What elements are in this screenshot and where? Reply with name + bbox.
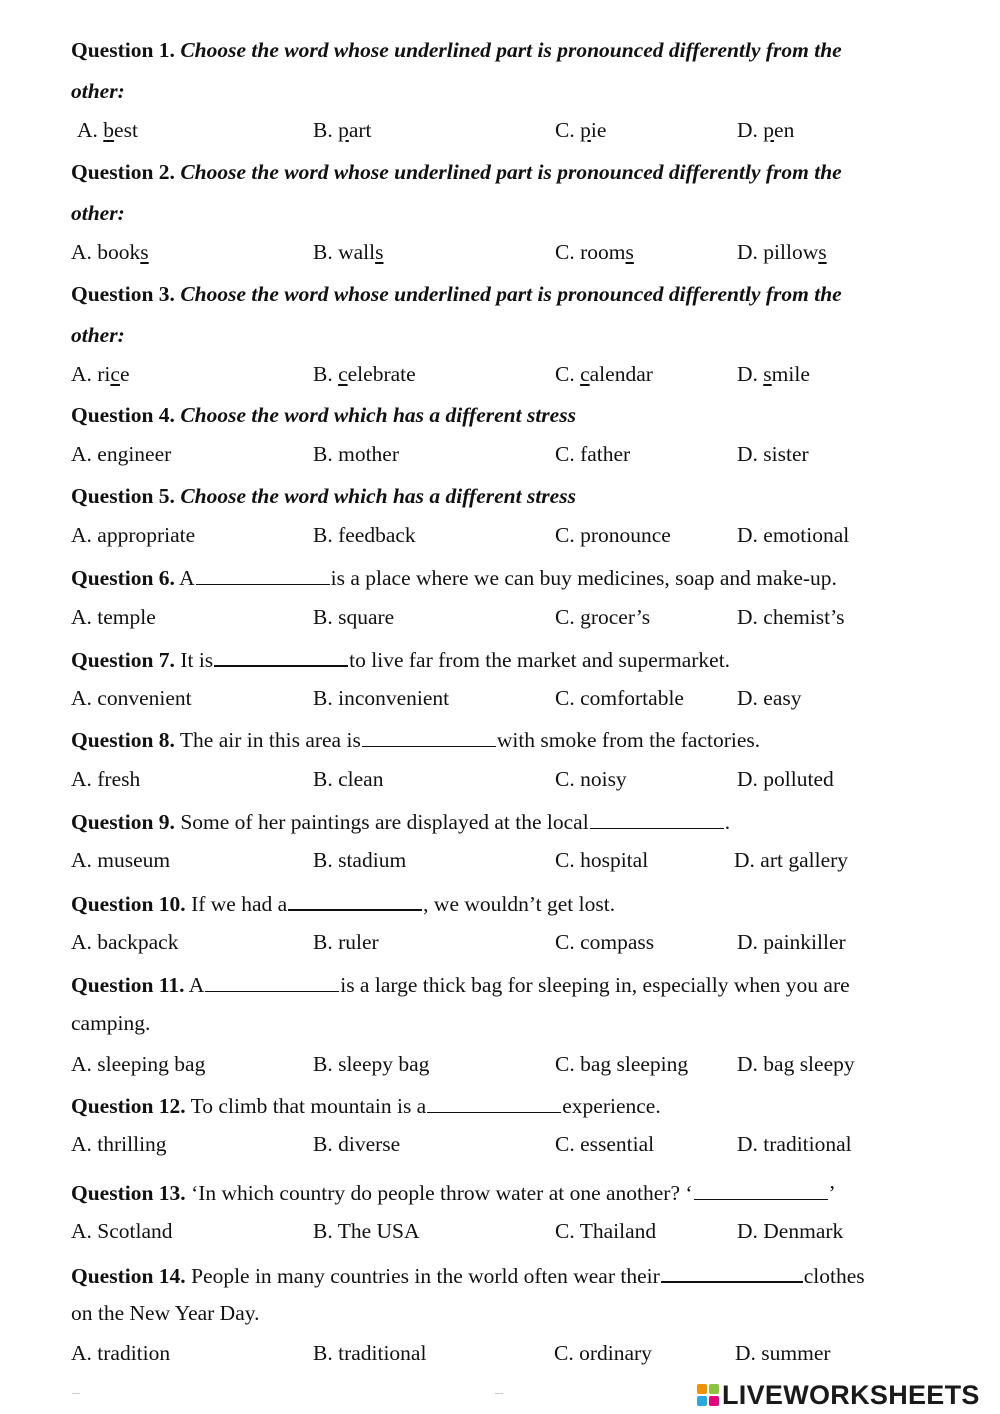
question-number: Question 11. bbox=[71, 973, 185, 997]
option-b[interactable]: B. feedback bbox=[313, 523, 416, 547]
footer-mark bbox=[72, 1393, 80, 1394]
question-number: Question 8. bbox=[71, 728, 175, 752]
option-b[interactable]: B. walls bbox=[313, 240, 384, 264]
answer-blank[interactable] bbox=[205, 973, 339, 992]
question-number: Question 5. bbox=[71, 484, 175, 508]
option-b[interactable]: B. sleepy bag bbox=[313, 1052, 430, 1076]
question-instruction: Choose the word which has a different stress bbox=[180, 403, 576, 427]
question-number: Question 14. bbox=[71, 1264, 186, 1288]
answer-blank[interactable] bbox=[196, 566, 330, 585]
option-c[interactable]: C. grocer’s bbox=[555, 605, 651, 629]
option-c[interactable]: C. Thailand bbox=[555, 1219, 657, 1243]
option-d[interactable]: D. summer bbox=[735, 1341, 831, 1365]
footer-mark bbox=[495, 1393, 503, 1394]
option-c[interactable]: C. pronounce bbox=[555, 523, 671, 547]
option-d[interactable]: D. pen bbox=[737, 118, 795, 142]
question-instruction: Choose the word whose underlined part is pronounced differently from the bbox=[180, 38, 842, 62]
option-b[interactable]: B. diverse bbox=[313, 1132, 401, 1156]
question-instruction-cont: other: bbox=[71, 323, 125, 347]
answer-blank[interactable] bbox=[362, 728, 496, 747]
question-number: Question 4. bbox=[71, 403, 175, 427]
option-a[interactable]: A. sleeping bag bbox=[71, 1052, 206, 1076]
option-b[interactable]: B. traditional bbox=[313, 1341, 427, 1365]
option-a[interactable]: A. tradition bbox=[71, 1341, 171, 1365]
question-instruction: Choose the word whose underlined part is pronounced differently from the bbox=[180, 282, 842, 306]
option-c[interactable]: C. rooms bbox=[555, 240, 634, 264]
option-a[interactable]: A. backpack bbox=[71, 930, 179, 954]
question-number: Question 13. bbox=[71, 1181, 186, 1205]
option-a[interactable]: A. thrilling bbox=[71, 1132, 167, 1156]
answer-blank[interactable] bbox=[288, 891, 422, 911]
answer-blank[interactable] bbox=[427, 1094, 561, 1113]
question-instruction: Choose the word which has a different stress bbox=[180, 484, 576, 508]
option-a[interactable]: A. museum bbox=[71, 848, 171, 872]
option-c[interactable]: C. father bbox=[555, 442, 631, 466]
answer-blank[interactable] bbox=[694, 1181, 828, 1200]
option-c[interactable]: C. calendar bbox=[555, 362, 653, 386]
option-a[interactable]: A. best bbox=[77, 118, 138, 142]
option-a[interactable]: A. books bbox=[71, 240, 149, 264]
option-b[interactable]: B. ruler bbox=[313, 930, 379, 954]
option-b[interactable]: B. The USA bbox=[313, 1219, 420, 1243]
option-a[interactable]: A. Scotland bbox=[71, 1219, 173, 1243]
option-b[interactable]: B. celebrate bbox=[313, 362, 416, 386]
option-c[interactable]: C. noisy bbox=[555, 767, 627, 791]
option-d[interactable]: D. art gallery bbox=[734, 848, 849, 872]
question-number: Question 7. bbox=[71, 648, 175, 672]
option-d[interactable]: D. pillows bbox=[737, 240, 827, 264]
option-d[interactable]: D. sister bbox=[737, 442, 809, 466]
liveworksheets-logo[interactable] bbox=[697, 1381, 980, 1409]
option-a[interactable]: A. fresh bbox=[71, 767, 141, 791]
option-d[interactable]: D. chemist’s bbox=[737, 605, 845, 629]
question-number: Question 12. bbox=[71, 1094, 186, 1118]
answer-blank[interactable] bbox=[214, 647, 348, 667]
option-c[interactable]: C. ordinary bbox=[554, 1341, 652, 1365]
question-number: Question 3. bbox=[71, 282, 175, 306]
option-d[interactable]: D. painkiller bbox=[737, 930, 846, 954]
option-c[interactable]: C. comfortable bbox=[555, 686, 684, 710]
option-c[interactable]: C. compass bbox=[555, 930, 655, 954]
option-d[interactable]: D. smile bbox=[737, 362, 810, 386]
option-a[interactable]: A. engineer bbox=[71, 442, 172, 466]
option-a[interactable]: A. convenient bbox=[71, 686, 192, 710]
question-instruction: Choose the word whose underlined part is pronounced differently from the bbox=[180, 160, 842, 184]
option-d[interactable]: D. emotional bbox=[737, 523, 850, 547]
option-a[interactable]: A. rice bbox=[71, 362, 130, 386]
question-number: Question 2. bbox=[71, 160, 175, 184]
option-d[interactable]: D. easy bbox=[737, 686, 802, 710]
option-c[interactable]: C. bag sleeping bbox=[555, 1052, 689, 1076]
question-number: Question 10. bbox=[71, 892, 186, 916]
option-b[interactable]: B. clean bbox=[313, 767, 384, 791]
option-d[interactable]: D. polluted bbox=[737, 767, 834, 791]
question-instruction-cont: other: bbox=[71, 79, 125, 103]
option-b[interactable]: B. inconvenient bbox=[313, 686, 450, 710]
logo-text: LIVEWORKSHEETS bbox=[722, 1379, 980, 1410]
option-b[interactable]: B. stadium bbox=[313, 848, 407, 872]
question-instruction-cont: other: bbox=[71, 201, 125, 225]
option-d[interactable]: D. traditional bbox=[737, 1132, 852, 1156]
liveworksheets-logo-icon bbox=[697, 1384, 719, 1406]
option-d[interactable]: D. Denmark bbox=[737, 1219, 844, 1243]
answer-blank[interactable] bbox=[590, 810, 724, 829]
option-c[interactable]: C. pie bbox=[555, 118, 607, 142]
answer-blank[interactable] bbox=[661, 1263, 803, 1283]
question-number: Question 6. bbox=[71, 566, 175, 590]
option-d[interactable]: D. bag sleepy bbox=[737, 1052, 855, 1076]
question-number: Question 1. bbox=[71, 38, 175, 62]
option-b[interactable]: B. part bbox=[313, 118, 372, 142]
question-number: Question 9. bbox=[71, 810, 175, 834]
option-c[interactable]: C. hospital bbox=[555, 848, 649, 872]
option-b[interactable]: B. square bbox=[313, 605, 395, 629]
option-c[interactable]: C. essential bbox=[555, 1132, 655, 1156]
option-a[interactable]: A. appropriate bbox=[71, 523, 196, 547]
option-b[interactable]: B. mother bbox=[313, 442, 399, 466]
option-a[interactable]: A. temple bbox=[71, 605, 156, 629]
